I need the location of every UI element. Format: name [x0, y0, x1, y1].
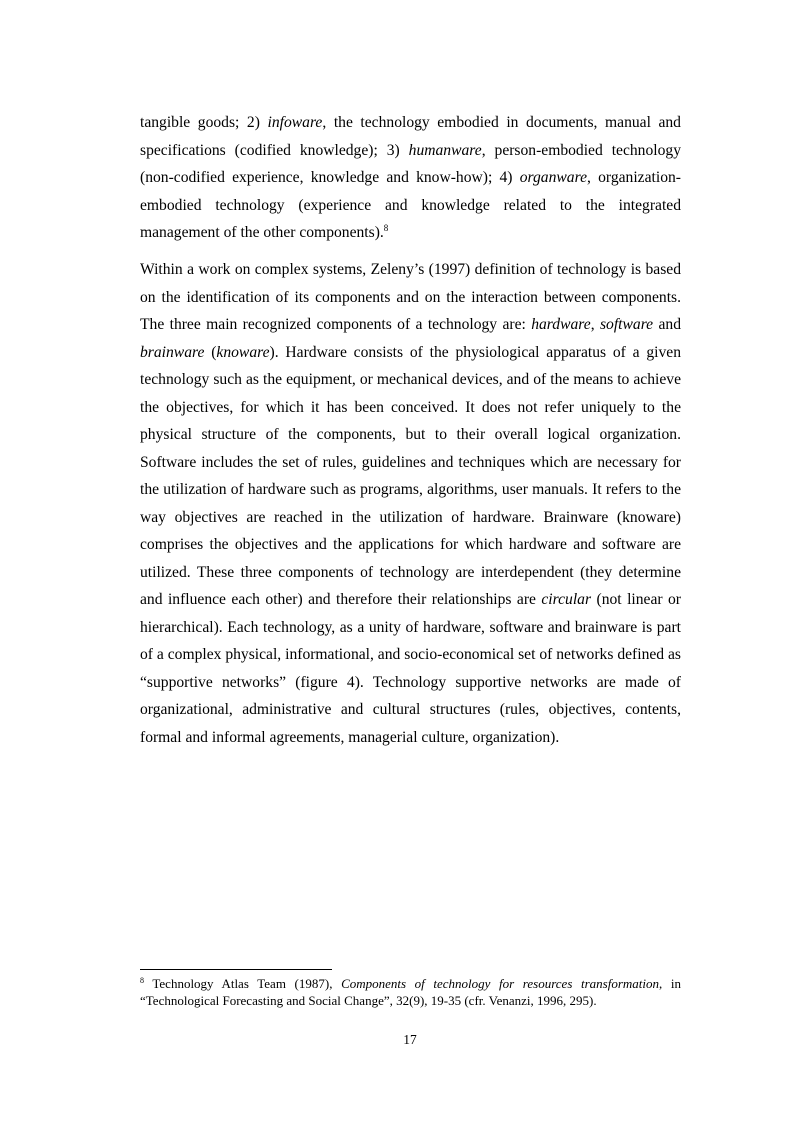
term-circular: circular: [541, 591, 592, 608]
footnote-reference[interactable]: 8: [383, 223, 389, 233]
text-run: tangible goods; 2): [140, 114, 268, 131]
text-run: ,: [590, 316, 600, 333]
footnote-text: , in “Technological Forecasting and Social Change”, 32(9), 19-35 (cfr. Venanzi, 1996, 295).: [140, 976, 681, 1008]
term-brainware: brainware: [140, 343, 205, 361]
paragraph-text: [140, 256, 681, 751]
text-run: , person-embodied technology (non-codified experience, knowledge and know-how); 4): [140, 141, 681, 186]
footnote-cited-title: Components of technology for resources transformation: [341, 976, 659, 991]
footnote-separator: [140, 969, 332, 970]
term-organware: organware: [519, 169, 588, 186]
text-run: and: [653, 316, 681, 333]
text-run: , the technology embodied in documents, manual and specifications (codified knowledge); 3): [140, 114, 681, 159]
text-run: Within a work on complex systems, Zeleny’s (1997) definition of technology is based on the identification of its components and on the interaction between components. The three main recognized components of a technology are:: [140, 261, 681, 333]
text-run: , organization-embodied technology (experience and knowledge related to the integrated management of the other components).: [140, 169, 681, 241]
text-run: ). Hardware consists of the physiological apparatus of a given technology such as the equipment, or mechanical devices, and of the means to achieve the objectives, for which it has been conceived. It does not refer uniquely to the physical structure of the components, but to their overall logical organization. Software includes the set of rules, guidelines and techniques which are necessary for the utilization of hardware such as programs, algorithms, user manuals. It refers to the way objectives are reached in the utilization of hardware. Brainware (knoware) comprises the objectives and the applications for which hardware and software are utilized. These three components of technology are interdependent (they determine and influence each other) and therefore their relationships are: [140, 343, 682, 608]
footnote-number: 8: [140, 976, 144, 985]
term-software: software: [599, 316, 654, 333]
body-paragraph-2: [140, 256, 681, 751]
paragraph-text: [140, 109, 681, 247]
text-run: (: [204, 343, 217, 361]
footnote: [140, 975, 681, 1009]
body-paragraph-1: [140, 109, 681, 247]
footnote-text: Technology Atlas Team (1987),: [144, 976, 342, 991]
term-knoware: knoware: [216, 343, 270, 361]
term-infoware: infoware: [267, 114, 323, 131]
term-humanware: humanware: [408, 141, 482, 159]
page-number: 17: [403, 1032, 417, 1047]
term-hardware: hardware: [531, 316, 591, 333]
text-run: (not linear or hierarchical). Each technology, as a unity of hardware, software and brainware is part of a complex physical, informational, and socio-economical set of networks defined as “supportive networks” (figure 4). Technology supportive networks are made of organizational, administrative and cultural structures (rules, objectives, contents, formal and informal agreements, managerial culture, organization).: [140, 591, 681, 746]
